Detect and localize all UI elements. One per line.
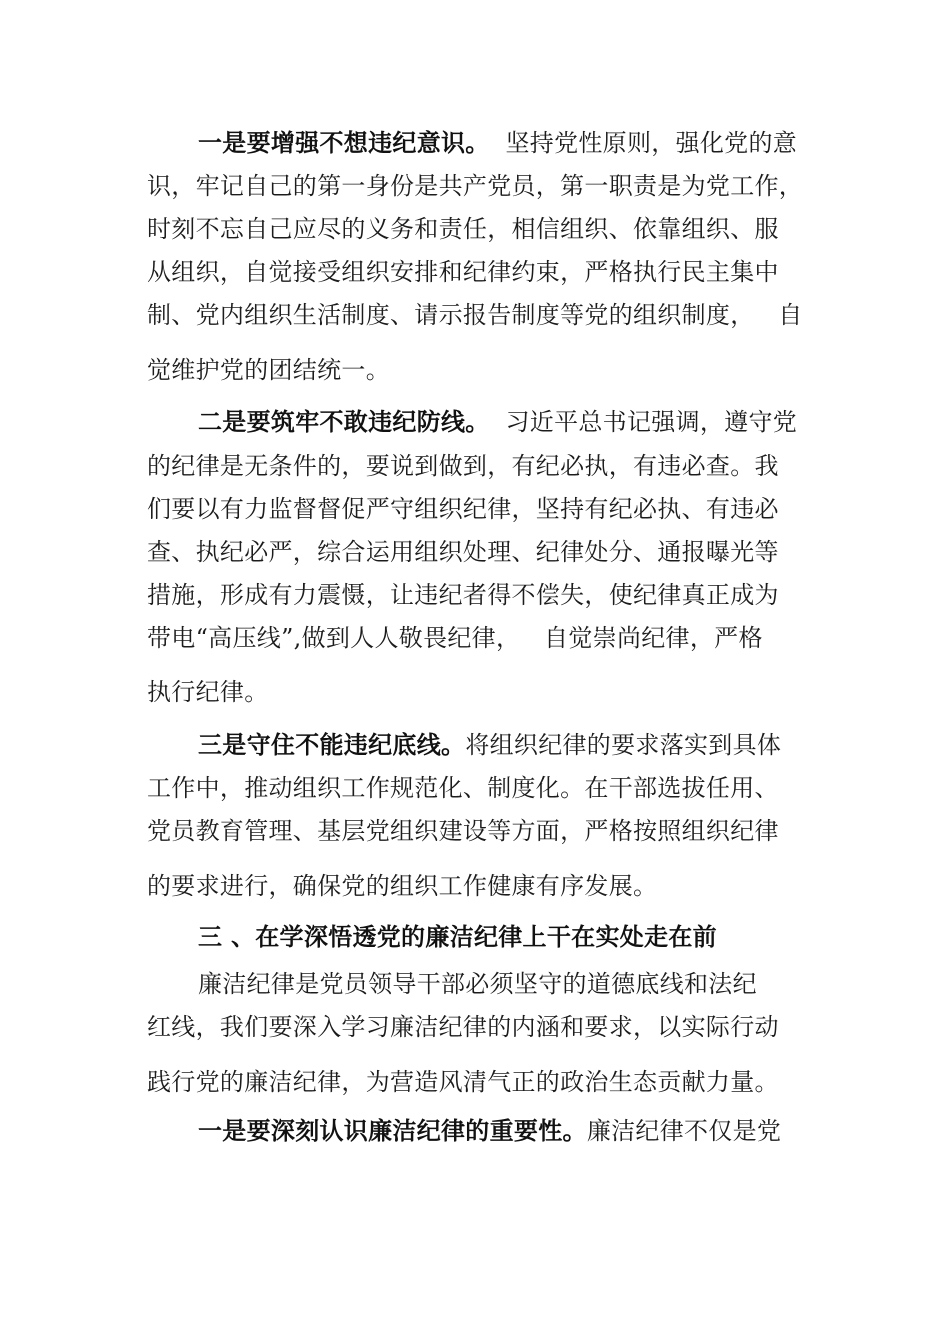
paragraph-3-lead: 三是守住不能违纪底线。	[198, 731, 466, 759]
paragraph-1-line-2: 识，牢记自己的第一身份是共产党员，第一职责是为党工作，	[147, 172, 804, 200]
paragraph-3-line-4: 的要求进行，确保党的组织工作健康有序发展。	[147, 872, 658, 900]
paragraph-1-line-6: 觉维护党的团结统一。	[147, 356, 390, 384]
paragraph-1-lead: 一是要增强不想违纪意识。	[198, 129, 490, 157]
paragraph-2-line-2: 的纪律是无条件的，要说到做到，有纪必执，有违必查。我	[147, 452, 779, 480]
paragraph-5-lead: 一是要深刻认识廉洁纪律的重要性。	[198, 1117, 587, 1145]
paragraph-3-line-3: 党员教育管理、基层党组织建设等方面，严格按照组织纪律	[147, 817, 779, 845]
paragraph-4-line-2: 红线，我们要深入学习廉洁纪律的内涵和要求，以实际行动	[147, 1013, 779, 1041]
paragraph-5-line-1	[198, 1116, 781, 1146]
paragraph-1-line-4: 从组织，自觉接受组织安排和纪律约束，严格执行民主集中	[147, 258, 779, 286]
paragraph-2-lead: 二是要筑牢不敢违纪防线。	[198, 408, 490, 436]
paragraph-4-line-1: 廉洁纪律是党员领导干部必须坚守的道德底线和法纪	[198, 970, 757, 998]
paragraph-3-line-2: 工作中，推动组织工作规范化、制度化。在干部选拔任用、	[147, 774, 779, 802]
paragraph-2-line-3: 们要以有力监督督促严守组织纪律，坚持有纪必执、有违必	[147, 495, 779, 523]
paragraph-3-text: 将组织纪律的要求落实到具体	[465, 731, 782, 759]
paragraph-3-line-1	[198, 730, 781, 760]
paragraph-1-line-3: 时刻不忘自己应尽的义务和责任，相信组织、依靠组织、服	[147, 215, 779, 243]
paragraph-4-line-3: 践行党的廉洁纪律，为营造风清气正的政治生态贡献力量。	[147, 1068, 779, 1096]
paragraph-2-line-5: 措施，形成有力震慑，让违纪者得不偿失，使纪律真正成为	[147, 581, 779, 609]
paragraph-2-line-4: 查、执纪必严，综合运用组织处理、纪律处分、通报曝光等	[147, 538, 779, 566]
paragraph-2-line-1	[198, 407, 797, 437]
paragraph-2-line-6: 带电“高压线”,做到人人敬畏纪律， 自觉崇尚纪律，严格	[147, 624, 763, 652]
paragraph-2-text: 习近平总书记强调，遵守党	[489, 408, 798, 436]
paragraph-1-line-5: 制、党内组织生活制度、请示报告制度等党的组织制度， 自	[147, 301, 803, 329]
paragraph-1-line-1	[198, 128, 797, 158]
paragraph-1-text: 坚持党性原则，强化党的意	[489, 129, 798, 157]
paragraph-2-line-7: 执行纪律。	[147, 678, 269, 706]
paragraph-5-text: 廉洁纪律不仅是党	[586, 1117, 782, 1145]
section-heading: 三 、在学深悟透党的廉洁纪律上干在实处走在前	[198, 923, 717, 951]
